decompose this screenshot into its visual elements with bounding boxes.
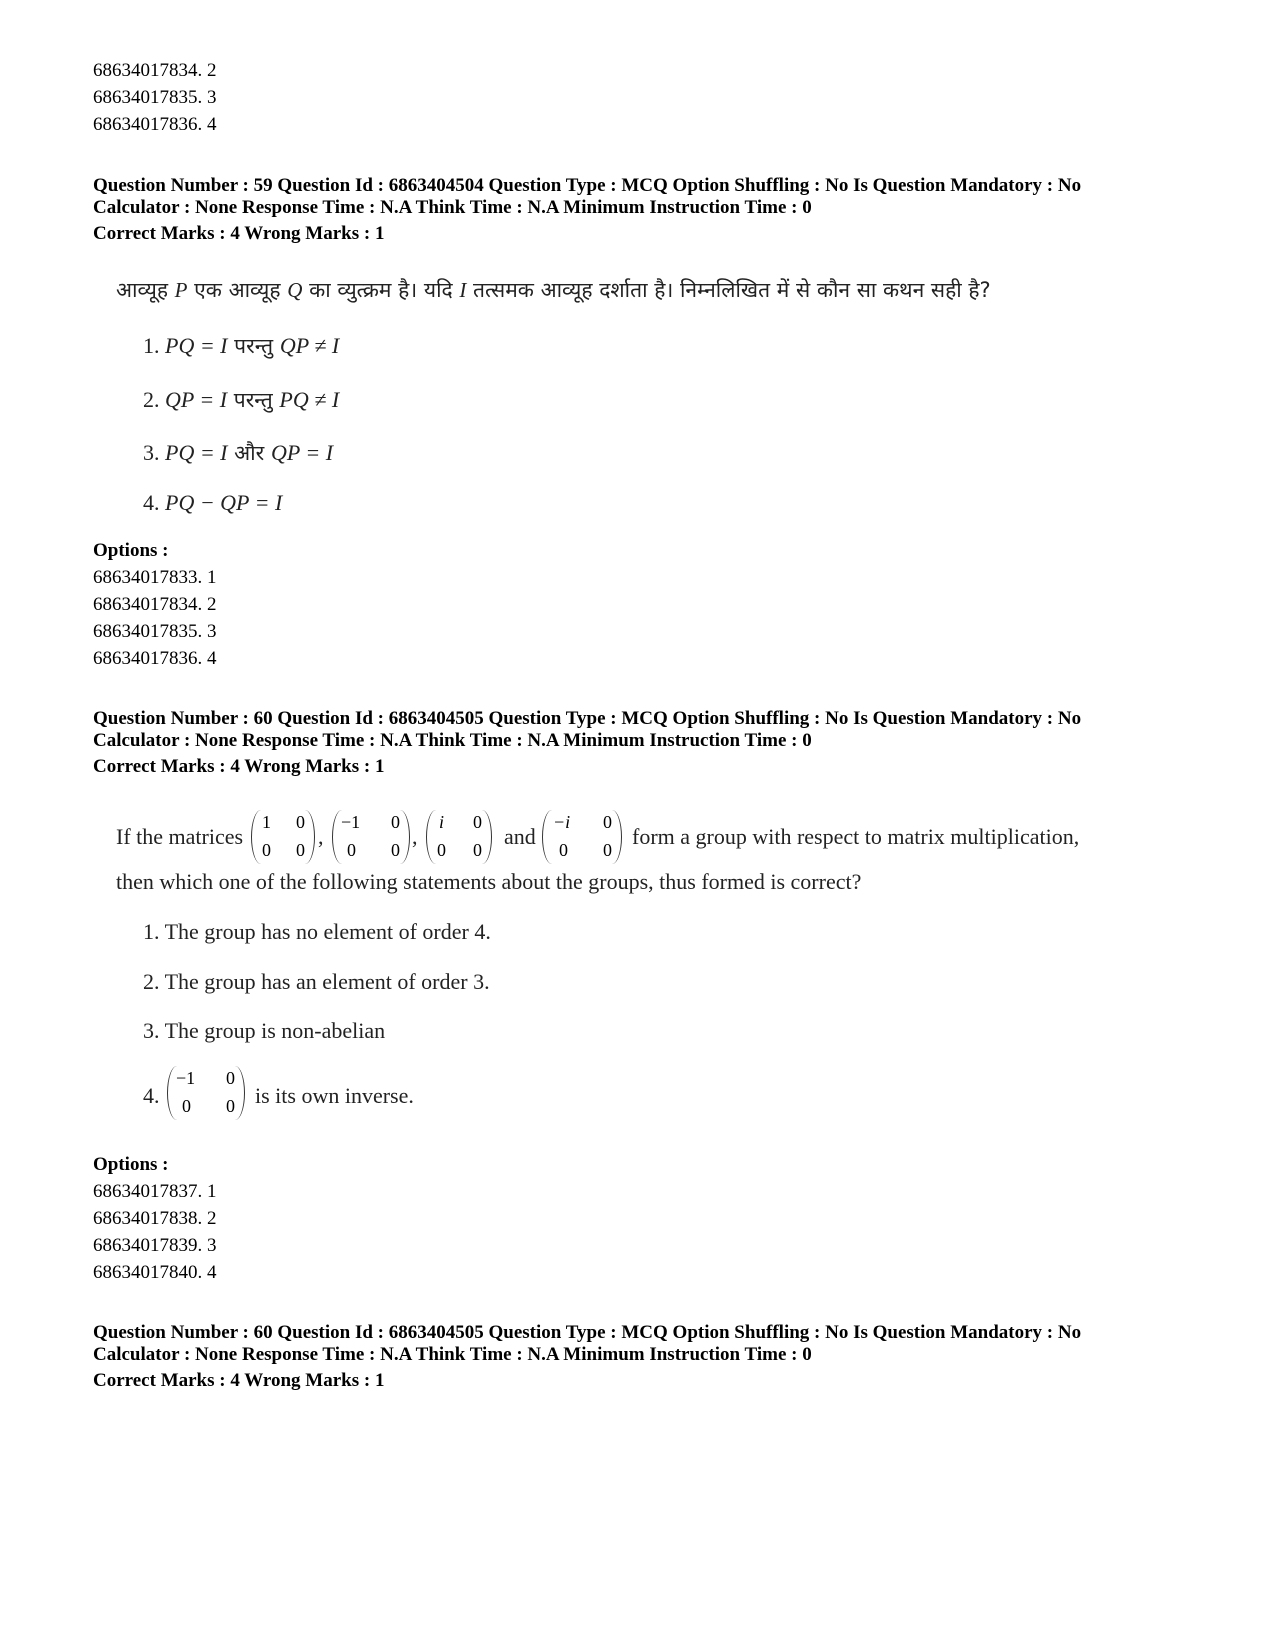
stem-text: एक आव्यूह [187,278,288,302]
matrix-entry: 0 [182,1096,191,1116]
matrix-entry: −1 [341,812,361,832]
choice-math: QP ≠ I [279,333,340,358]
choice-math: PQ − QP = I [165,490,283,515]
q60-header-line2: Calculator : None Response Time : N.A Think Time : N.A Minimum Instruction Time : 0 [93,730,812,751]
q60-header-line1: Question Number : 60 Question Id : 6863404505 Question Type : MCQ Option Shuffling : No Is Question Mandatory : No [93,708,1082,729]
q60-marks: Correct Marks : 4 Wrong Marks : 1 [93,756,385,777]
q60-choice-4 [143,1066,543,1122]
choice-text: is its own inverse. [255,1083,414,1108]
stem-separator: , [318,824,324,849]
matrix-entry: i [439,812,445,832]
q61-marks: Correct Marks : 4 Wrong Marks : 1 [93,1370,385,1391]
choice-text: परन्तु [227,388,280,412]
matrix-entry: 0 [296,812,305,832]
choice-number: 3. [143,440,160,465]
stem-text: If the matrices [116,824,244,849]
option-line: 68634017833. 1 [93,567,217,588]
option-line: 68634017840. 4 [93,1262,217,1283]
matrix-entry: 0 [226,1068,235,1088]
matrix-entry: −i [553,812,571,832]
stem-math-i: I [459,278,467,302]
choice-text: और [227,441,271,465]
stem-math-q: Q [287,278,303,302]
q61-header-line1: Question Number : 60 Question Id : 6863404505 Question Type : MCQ Option Shuffling : No Is Question Mandatory : No [93,1322,1082,1343]
matrix-entry: 0 [437,840,446,860]
matrix-entry: −1 [176,1068,196,1088]
q60-options-label: Options : [93,1154,169,1175]
choice-math: PQ ≠ I [279,387,340,412]
matrix-entry: 0 [226,1096,235,1116]
q59-choice-2 [143,387,339,413]
choice-number: 4. [143,1083,160,1108]
option-line: 68634017837. 1 [93,1181,217,1202]
q60-choice-1: 1. The group has no element of order 4. [143,919,491,944]
stem-text: तत्समक आव्यूह दर्शाता है। निम्नलिखित में से कौन सा कथन सही है? [466,278,991,302]
q61-header-line2: Calculator : None Response Time : N.A Think Time : N.A Minimum Instruction Time : 0 [93,1344,812,1365]
q59-choice-4 [143,490,282,516]
matrix-3 [426,810,492,864]
q59-options-label: Options : [93,540,169,561]
matrix-entry: 0 [603,840,612,860]
matrix-entry: 0 [391,840,400,860]
choice-math: QP = I [165,387,228,412]
choice-math: PQ = I [165,333,228,358]
option-line: 68634017839. 3 [93,1235,217,1256]
matrix-choice-4 [167,1066,245,1120]
option-line: 68634017838. 2 [93,1208,217,1229]
stem-text: form a group with respect to matrix multiplication, [632,824,1080,849]
matrix-entry: 0 [296,840,305,860]
q59-marks: Correct Marks : 4 Wrong Marks : 1 [93,223,385,244]
choice-number: 4. [143,490,160,515]
stem-math-p: P [174,278,188,302]
q59-header-line1: Question Number : 59 Question Id : 6863404504 Question Type : MCQ Option Shuffling : No Is Question Mandatory : No [93,175,1082,196]
choice-text: परन्तु [227,334,280,358]
matrix-entry: 0 [559,840,568,860]
matrix-entry: 0 [473,840,482,860]
q60-stem-line2: then which one of the following statements about the groups, thus formed is correct? [116,869,862,894]
matrix-entry: 0 [347,840,356,860]
matrix-1 [251,810,315,864]
option-line: 68634017834. 2 [93,594,217,615]
option-line: 68634017836. 4 [93,648,217,669]
stem-and: and [504,824,536,849]
stem-separator: , [412,824,418,849]
q59-header-line2: Calculator : None Response Time : N.A Think Time : N.A Minimum Instruction Time : 0 [93,197,812,218]
matrix-entry: 1 [262,812,271,832]
q60-stem-line1 [116,810,1116,866]
q59-stem [116,277,991,303]
choice-number: 2. [143,387,160,412]
option-line: 68634017835. 3 [93,87,217,108]
choice-math: QP = I [270,440,334,465]
stem-text: का व्युत्क्रम है। यदि [302,278,460,302]
matrix-entry: 0 [262,840,271,860]
option-line: 68634017836. 4 [93,114,217,135]
q59-choice-3 [143,440,333,466]
matrix-entry: 0 [391,812,400,832]
option-line: 68634017835. 3 [93,621,217,642]
option-line: 68634017834. 2 [93,60,217,81]
q60-choice-2: 2. The group has an element of order 3. [143,969,490,994]
choice-number: 1. [143,333,160,358]
matrix-entry: 0 [603,812,612,832]
stem-text: आव्यूह [116,278,175,302]
q60-choice-3: 3. The group is non-abelian [143,1018,386,1043]
matrix-entry: 0 [473,812,482,832]
choice-math: PQ = I [165,440,228,465]
matrix-4 [542,810,622,864]
q59-choice-1 [143,333,339,359]
matrix-2 [332,810,410,864]
